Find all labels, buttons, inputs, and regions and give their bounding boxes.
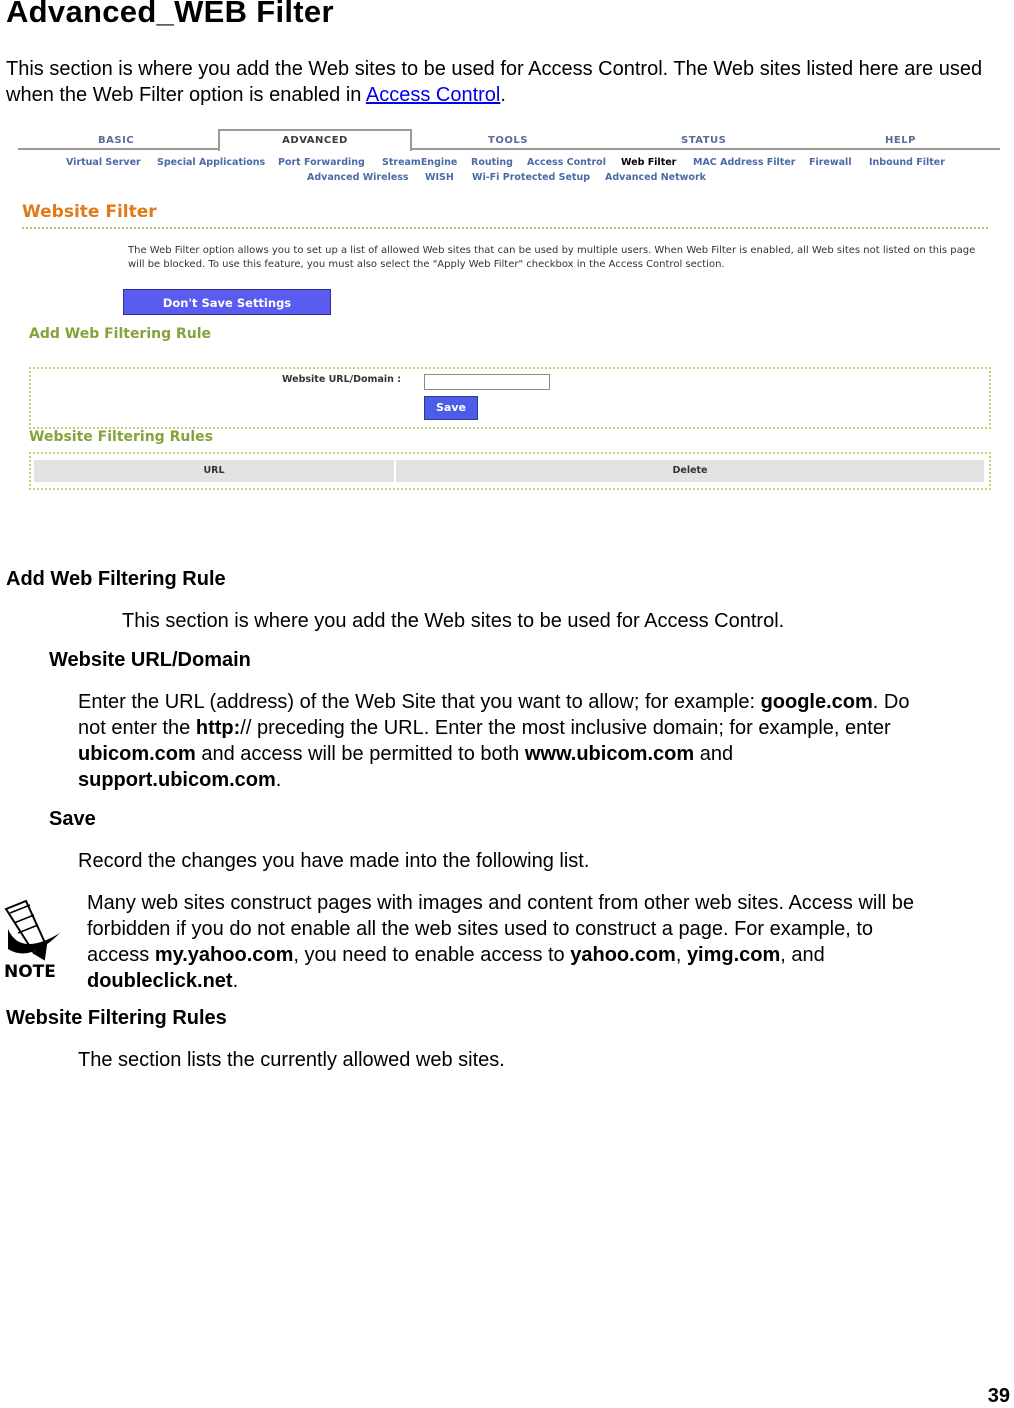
note-icon-label: NOTE: [4, 962, 56, 982]
website-url-input[interactable]: [424, 374, 550, 390]
access-control-link[interactable]: Access Control: [365, 84, 501, 106]
field-url-line-4: support.ubicom.com.: [78, 769, 282, 791]
column-url: URL: [203, 465, 225, 476]
intro-period: .: [500, 84, 506, 106]
web-filter-description: The Web Filter option allows you to set up a list of allowed Web sites that can be used by multiple users. When Web Filter is enabled, all Web sites not listed on this page will be blocked. To use this feature, you must also select the "Apply Web Filter" checkbox in the Access Control section.: [128, 245, 976, 270]
page-title: Advanced_WEB Filter: [6, 0, 334, 29]
page-number: 39: [987, 1385, 1010, 1407]
column-delete: Delete: [672, 465, 708, 476]
subnav-wifi-protected-setup[interactable]: Wi-Fi Protected Setup: [472, 172, 591, 183]
note-pencil-icon: [0, 893, 62, 983]
section-rules-heading: Website Filtering Rules: [6, 1007, 227, 1029]
subnav-mac-address-filter[interactable]: MAC Address Filter: [693, 157, 796, 168]
subnav-virtual-server[interactable]: Virtual Server: [66, 157, 141, 168]
subnav-wish[interactable]: WISH: [425, 172, 454, 183]
note-text: [87, 890, 1012, 994]
field-url-heading: Website URL/Domain: [49, 649, 251, 671]
subnav-firewall[interactable]: Firewall: [809, 157, 852, 168]
subnav-advanced-wireless[interactable]: Advanced Wireless: [307, 172, 409, 183]
note-line-1: Many web sites construct pages with images and content from other web sites. Access will be: [87, 892, 915, 914]
field-save-heading: Save: [49, 808, 96, 830]
subnav-inbound-filter[interactable]: Inbound Filter: [869, 157, 945, 168]
tab-advanced[interactable]: ADVANCED: [218, 129, 412, 151]
field-url-line-1: Enter the URL (address) of the Web Site that you want to allow; for example: google.com. Do: [78, 691, 910, 713]
field-url-description: [78, 689, 1012, 793]
subnav-port-forwarding[interactable]: Port Forwarding: [278, 157, 365, 168]
router-screenshot: [18, 126, 1002, 504]
tab-help[interactable]: HELP: [885, 135, 916, 146]
note-line-4: doubleclick.net.: [87, 970, 239, 992]
dont-save-settings-button[interactable]: Don't Save Settings: [123, 289, 331, 315]
subnav-access-control[interactable]: Access Control: [527, 157, 606, 168]
field-save-text: Record the changes you have made into the following list.: [78, 850, 590, 872]
tab-tools[interactable]: TOOLS: [488, 135, 528, 146]
section-add-text: This section is where you add the Web sites to be used for Access Control.: [122, 610, 785, 632]
save-button[interactable]: Save: [424, 396, 478, 420]
website-filtering-rules-heading: Website Filtering Rules: [29, 429, 213, 445]
intro-paragraph: [6, 56, 1006, 108]
tab-status[interactable]: STATUS: [681, 135, 727, 146]
subnav-streamengine[interactable]: StreamEngine: [382, 157, 458, 168]
website-url-label: Website URL/Domain :: [282, 374, 401, 385]
add-web-filtering-rule-heading: Add Web Filtering Rule: [29, 326, 212, 342]
intro-text: This section is where you add the Web sites to be used for Access Control. The Web sites listed here are used when the Web Filter option is enabled in: [6, 58, 983, 106]
field-url-line-2: not enter the http:// preceding the URL. Enter the most inclusive domain; for example, enter: [78, 717, 891, 739]
field-url-line-3: ubicom.com and access will be permitted to both www.ubicom.com and: [78, 743, 734, 765]
tab-basic[interactable]: BASIC: [98, 135, 135, 146]
heading-divider: [22, 227, 988, 229]
subnav-web-filter[interactable]: Web Filter: [621, 157, 677, 168]
subnav-advanced-network[interactable]: Advanced Network: [605, 172, 706, 183]
note-line-2: forbidden if you do not enable all the web sites used to construct a page. For example, to: [87, 918, 874, 940]
rules-table-header: [34, 460, 984, 482]
section-add-heading: Add Web Filtering Rule: [6, 568, 226, 590]
subnav-routing[interactable]: Routing: [471, 157, 513, 168]
subnav-special-applications[interactable]: Special Applications: [157, 157, 266, 168]
tab-underline: [18, 148, 1000, 150]
section-rules-text: The section lists the currently allowed web sites.: [78, 1049, 505, 1071]
website-filter-heading: Website Filter: [22, 202, 157, 222]
note-line-3: access my.yahoo.com, you need to enable access to yahoo.com, yimg.com, and: [87, 944, 825, 966]
top-tabs: [18, 126, 1002, 150]
